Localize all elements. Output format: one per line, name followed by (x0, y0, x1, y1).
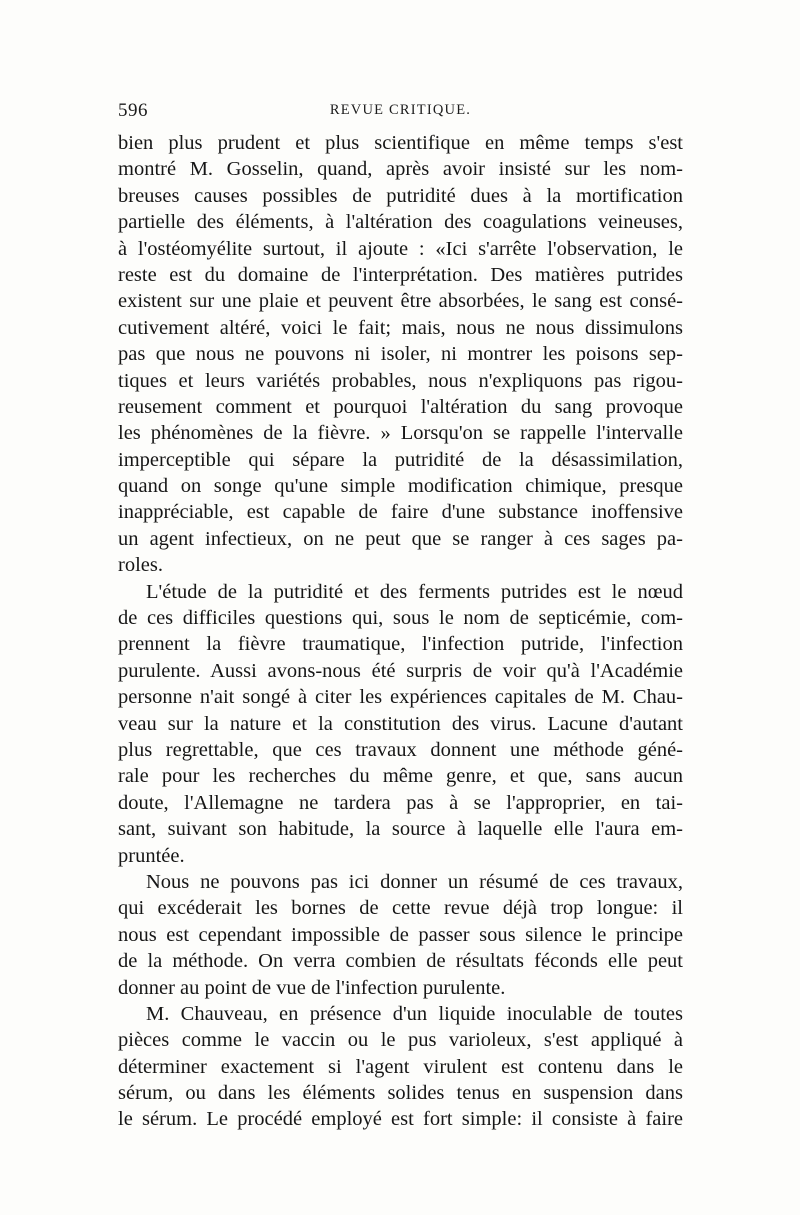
text-line: nous est cependant impossible de passer sous silence le principe (118, 923, 683, 946)
page-number: 596 (118, 100, 148, 121)
text-line: purulente. Aussi avons-nous été surpris de voir qu'à l'Académie (118, 659, 683, 682)
text-line: de ces difficiles questions qui, sous le nom de septicémie, com- (118, 607, 683, 630)
text-line: le sérum. Le procédé employé est fort simple: il consiste à faire (118, 1108, 683, 1131)
text-line: imperceptible qui sépare la putridité de la désassimilation, (118, 448, 683, 471)
text-line: de la méthode. On verra combien de résultats féconds elle peut (118, 950, 683, 973)
body-text (118, 130, 683, 1133)
text-line: Nous ne pouvons pas ici donner un résumé de ces travaux, (146, 870, 683, 893)
text-line: inappréciable, est capable de faire d'une substance inoffensive (118, 501, 683, 524)
text-line: breuses causes possibles de putridité dues à la mortification (118, 184, 683, 207)
text-line: personne n'ait songé à citer les expériences capitales de M. Chau- (118, 686, 683, 709)
text-line: rale pour les recherches du même genre, et que, sans aucun (118, 765, 683, 788)
text-line: à l'ostéomyélite surtout, il ajoute : «Ici s'arrête l'observation, le (118, 237, 683, 260)
text-line: existent sur une plaie et peuvent être absorbées, le sang est consé- (118, 290, 683, 313)
text-line: veau sur la nature et la constitution des virus. Lacune d'autant (118, 712, 683, 735)
text-line: déterminer exactement si l'agent virulent est contenu dans le (118, 1055, 683, 1078)
text-line: pruntée. (118, 844, 185, 867)
text-line: un agent infectieux, on ne peut que se ranger à ces sages pa- (118, 527, 683, 550)
text-line: roles. (118, 554, 163, 577)
text-line: doute, l'Allemagne ne tardera pas à se l'approprier, en tai- (118, 791, 683, 814)
text-line: L'étude de la putridité et des ferments putrides est le nœud (146, 580, 683, 603)
text-line: reste est du domaine de l'interprétation. Des matières putrides (118, 263, 683, 286)
text-line: reusement comment et pourquoi l'altération du sang provoque (118, 395, 683, 418)
text-line: donner au point de vue de l'infection purulente. (118, 976, 506, 999)
text-line: plus regrettable, que ces travaux donnent une méthode géné- (118, 738, 683, 761)
running-title: REVUE CRITIQUE. (329, 102, 472, 118)
text-line: sérum, ou dans les éléments solides tenus en suspension dans (118, 1082, 683, 1105)
text-line: montré M. Gosselin, quand, après avoir insisté sur les nom- (118, 158, 683, 181)
text-line: pièces comme le vaccin ou le pus varioleux, s'est appliqué à (118, 1029, 683, 1052)
text-line: qui excéderait les bornes de cette revue déjà trop longue: il (118, 897, 683, 920)
text-line: quand on songe qu'une simple modification chimique, presque (118, 475, 683, 498)
text-line: prennent la fièvre traumatique, l'infection putride, l'infection (118, 633, 683, 656)
running-head (118, 100, 683, 124)
text-line: partielle des éléments, à l'altération des coagulations veineuses, (118, 211, 683, 234)
text-line: M. Chauveau, en présence d'un liquide inoculable de toutes (146, 1002, 683, 1025)
text-line: sant, suivant son habitude, la source à laquelle elle l'aura em- (118, 818, 683, 841)
text-line: pas que nous ne pouvons ni isoler, ni montrer les poisons sep- (118, 343, 683, 366)
text-line: cutivement altéré, voici le fait; mais, nous ne nous dissimulons (118, 316, 683, 339)
text-line: tiques et leurs variétés probables, nous n'expliquons pas rigou- (118, 369, 683, 392)
text-line: les phénomènes de la fièvre. » Lorsqu'on se rappelle l'intervalle (118, 422, 683, 445)
text-line: bien plus prudent et plus scientifique en même temps s'est (118, 132, 683, 154)
